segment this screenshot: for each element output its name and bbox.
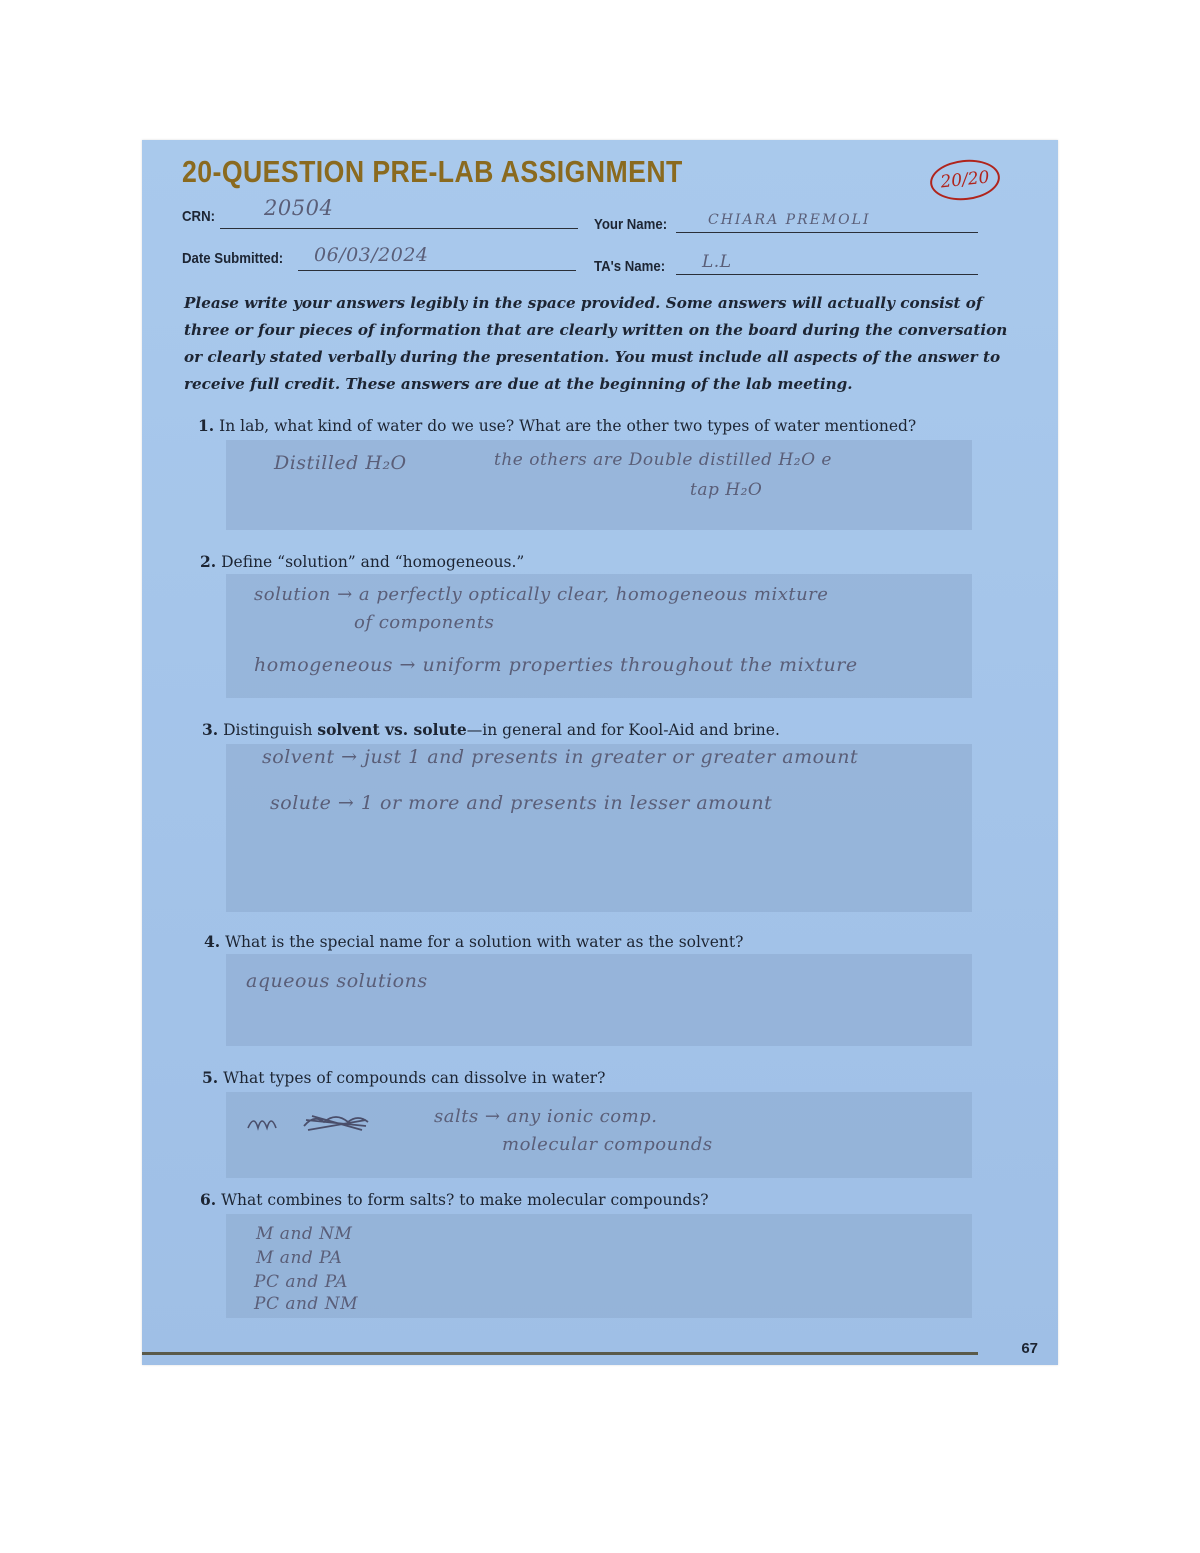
answer-6-line-4: PC and NM	[254, 1294, 359, 1314]
answer-3-line-2: solute → 1 or more and presents in lesser amount	[270, 792, 773, 814]
question-number: 3.	[202, 720, 219, 739]
question-5	[202, 1068, 605, 1087]
date-submitted-label: Date Submitted:	[182, 250, 284, 267]
question-text: Define “solution” and “homogeneous.”	[221, 553, 525, 571]
question-3	[202, 720, 780, 739]
question-text: What types of compounds can dissolve in water?	[223, 1069, 606, 1087]
question-6	[200, 1190, 709, 1209]
page-number: 67	[1021, 1340, 1038, 1357]
question-number: 6.	[200, 1190, 217, 1209]
question-text: In lab, what kind of water do we use? What are the other two types of water mentioned?	[219, 417, 917, 435]
your-name-value: CHIARA PREMOLI	[708, 212, 871, 228]
question-text-end: —in general and for Kool-Aid and brine.	[466, 721, 780, 739]
answer-2-line-1: solution → a perfectly optically clear, homogeneous mixture	[254, 584, 829, 605]
answer-3-line-1: solvent → just 1 and presents in greater or greater amount	[262, 746, 859, 768]
answer-1-line-2: the others are Double distilled H₂O e	[494, 450, 832, 470]
question-number: 2.	[200, 552, 217, 571]
ta-name-label: TA's Name:	[594, 258, 666, 275]
your-name-label: Your Name:	[594, 216, 668, 233]
instructions-paragraph: Please write your answers legibly in the space provided. Some answers will actually consist of three or four pieces of information that are clearly written on the board during the conversation or clearly stated verbally during the presentation. You must include all aspects of the answer to receive full credit. These answers are due at the beginning of the lab meeting.	[184, 294, 1008, 393]
question-text-bold: solvent vs. solute	[317, 720, 467, 739]
question-number: 1.	[198, 416, 215, 435]
question-number: 5.	[202, 1068, 219, 1087]
ta-name-value: L.L	[702, 252, 732, 272]
answer-box-4	[226, 954, 972, 1046]
question-text: What is the special name for a solution with water as the solvent?	[225, 933, 744, 951]
date-value: 06/03/2024	[314, 244, 429, 266]
crn-line	[220, 228, 578, 229]
answer-6-line-1: M and NM	[256, 1224, 353, 1244]
crn-label: CRN:	[182, 208, 215, 225]
question-2	[200, 552, 524, 571]
score-circle: 20/20	[928, 156, 1002, 203]
answer-5-line-1: salts → any ionic comp.	[434, 1106, 658, 1127]
ta-name-line	[676, 274, 978, 275]
crn-value: 20504	[264, 196, 334, 220]
assignment-title: 20-QUESTION PRE-LAB ASSIGNMENT	[182, 154, 683, 189]
answer-5-line-2: molecular compounds	[502, 1134, 713, 1155]
answer-box-3	[226, 744, 972, 912]
answer-1-line-3: tap H₂O	[690, 480, 763, 500]
question-text: What combines to form salts? to make molecular compounds?	[221, 1191, 709, 1209]
answer-2-line-2: of components	[354, 612, 495, 633]
answer-6-line-2: M and PA	[256, 1248, 343, 1268]
answer-2-line-3: homogeneous → uniform properties throughout the mixture	[254, 654, 858, 676]
question-number: 4.	[204, 932, 221, 951]
answer-6-line-3: PC and PA	[254, 1272, 348, 1292]
question-4	[204, 932, 743, 951]
date-line	[298, 270, 576, 271]
answer-4-line-1: aqueous solutions	[246, 970, 428, 992]
worksheet-page	[142, 140, 1058, 1365]
question-1	[198, 416, 916, 435]
question-text-start: Distinguish	[223, 721, 318, 739]
footer-rule	[142, 1352, 978, 1355]
answer-1-line-1: Distilled H₂O	[274, 452, 407, 474]
scribbled-out-text	[246, 1110, 376, 1136]
your-name-line	[676, 232, 978, 233]
